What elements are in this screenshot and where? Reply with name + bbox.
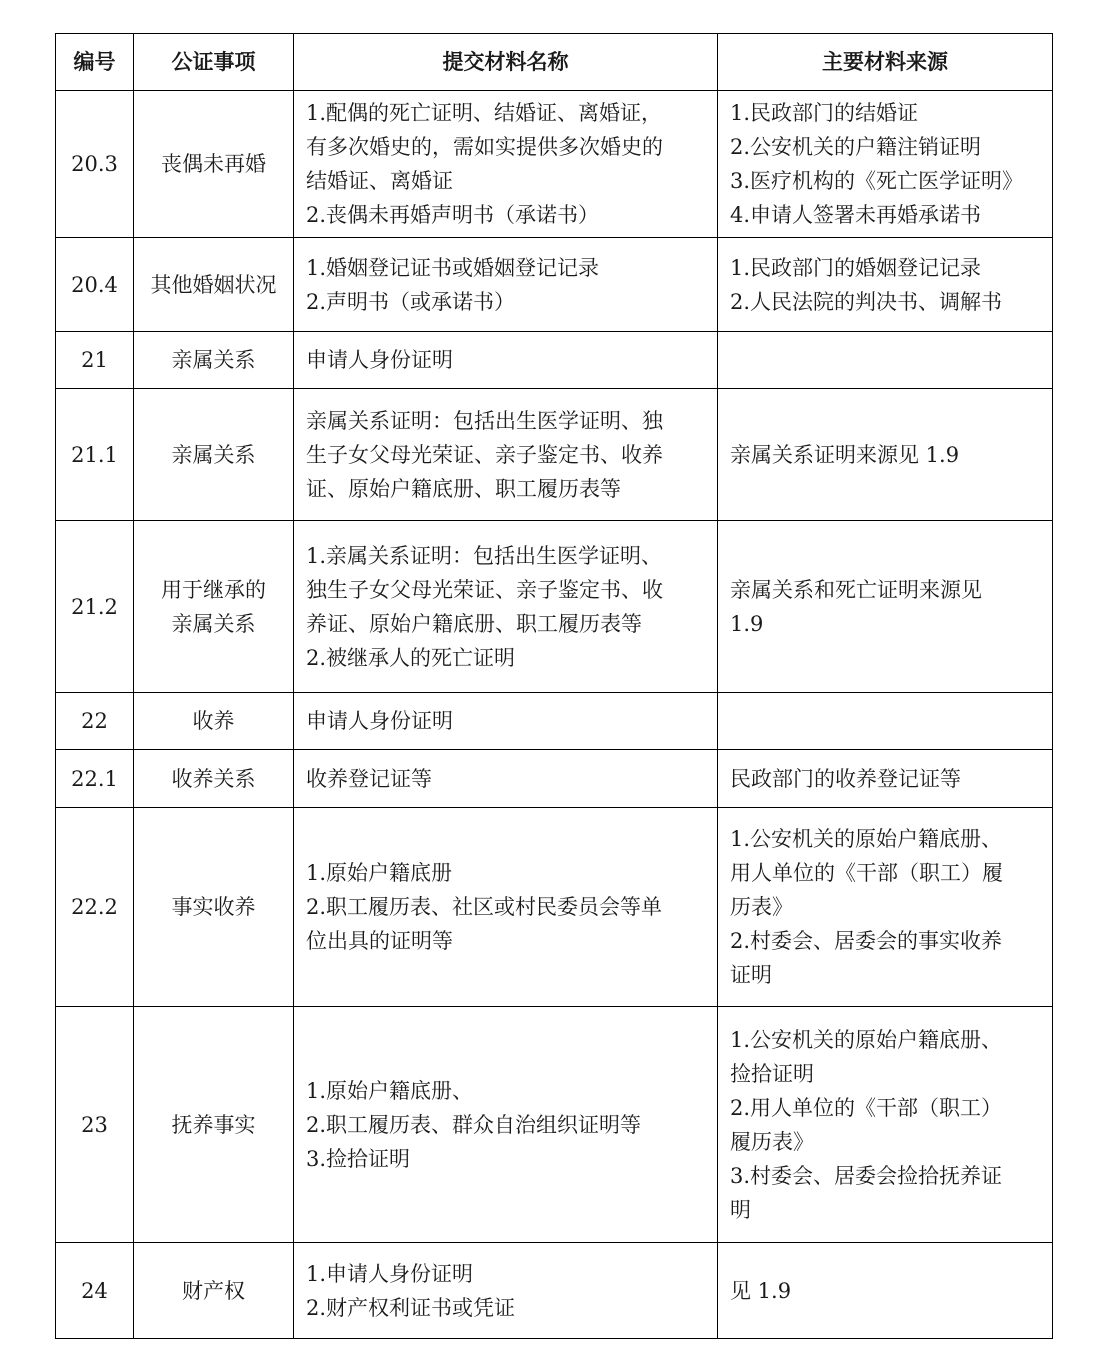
cell-item-line: 抚养事实 [171, 1112, 256, 1137]
cell-sources-line: 见 1.9 [730, 1278, 792, 1303]
table-row [56, 238, 1053, 332]
cell-materials [294, 91, 718, 238]
cell-sources-line: 证明 [730, 963, 772, 987]
cell-sources [718, 808, 1053, 1007]
cell-id: 22.2 [56, 808, 134, 1007]
table-row [56, 332, 1053, 389]
cell-materials [294, 693, 718, 750]
cell-id: 20.4 [56, 238, 134, 332]
cell-item [134, 1007, 294, 1243]
cell-sources [718, 750, 1053, 808]
cell-item [134, 750, 294, 808]
header-id: 编号 [56, 34, 134, 91]
cell-materials [294, 1243, 718, 1339]
table-row [56, 389, 1053, 521]
cell-materials-line: 申请人身份证明 [306, 348, 453, 372]
cell-sources-line: 明 [730, 1197, 751, 1222]
cell-sources-line: 2.村委会、居委会的事实收养 [730, 929, 1003, 953]
cell-item-line: 其他婚姻状况 [150, 272, 277, 297]
table-row [56, 1243, 1053, 1339]
cell-materials-line: 2.被继承人的死亡证明 [306, 645, 516, 670]
cell-item [134, 238, 294, 332]
cell-materials-line: 申请人身份证明 [306, 709, 453, 733]
cell-id: 24 [56, 1243, 134, 1339]
cell-materials-line: 2.声明书（或承诺书） [306, 289, 516, 314]
cell-item-line: 收养关系 [171, 766, 256, 791]
cell-sources-line: 亲属关系和死亡证明来源见 [730, 577, 982, 602]
cell-sources-line: 3.医疗机构的《死亡医学证明》 [730, 169, 1024, 193]
cell-materials-line: 证、原始户籍底册、职工履历表等 [306, 476, 621, 501]
cell-sources-line: 捡拾证明 [730, 1061, 814, 1086]
cell-id: 21.1 [56, 389, 134, 521]
cell-sources-line: 1.民政部门的婚姻登记记录 [730, 255, 982, 280]
cell-materials-line: 1.原始户籍底册 [306, 861, 453, 885]
cell-item [134, 808, 294, 1007]
table-header-row [56, 34, 1053, 91]
table-row [56, 1007, 1053, 1243]
cell-materials-line: 2.职工履历表、群众自治组织证明等 [306, 1112, 642, 1137]
cell-sources [718, 389, 1053, 521]
cell-item-line: 丧偶未再婚 [161, 152, 266, 176]
table-row [56, 808, 1053, 1007]
cell-sources [718, 1007, 1053, 1243]
cell-materials-line: 1.原始户籍底册、 [306, 1078, 474, 1103]
cell-materials-line: 2.财产权利证书或凭证 [306, 1295, 516, 1320]
cell-id: 20.3 [56, 91, 134, 238]
cell-sources [718, 238, 1053, 332]
cell-sources-line: 2.人民法院的判决书、调解书 [730, 289, 1003, 314]
cell-id: 22.1 [56, 750, 134, 808]
table-row [56, 750, 1053, 808]
cell-item-line: 用于继承的 [161, 577, 266, 602]
cell-sources [718, 91, 1053, 238]
cell-item-line: 事实收养 [171, 895, 256, 919]
cell-item [134, 389, 294, 521]
cell-sources-line: 履历表》 [730, 1129, 814, 1154]
cell-sources-line: 亲属关系证明来源见 1.9 [730, 442, 960, 467]
cell-materials-line: 亲属关系证明：包括出生医学证明、独 [306, 408, 663, 433]
table-row [56, 521, 1053, 693]
cell-materials [294, 332, 718, 389]
cell-sources [718, 693, 1053, 750]
header-item: 公证事项 [134, 34, 294, 91]
cell-materials-line: 收养登记证等 [306, 766, 432, 791]
cell-sources [718, 521, 1053, 693]
cell-sources-line: 1.9 [730, 611, 764, 636]
cell-sources-line: 1.民政部门的结婚证 [730, 101, 919, 125]
cell-sources-line: 1.公安机关的原始户籍底册、 [730, 1027, 1003, 1052]
cell-materials-line: 1.申请人身份证明 [306, 1261, 474, 1286]
cell-materials [294, 389, 718, 521]
cell-item-line: 财产权 [182, 1278, 245, 1303]
cell-id: 21 [56, 332, 134, 389]
cell-sources-line: 历表》 [730, 895, 793, 919]
cell-item-line: 亲属关系 [171, 348, 256, 372]
cell-item [134, 332, 294, 389]
cell-sources [718, 1243, 1053, 1339]
cell-materials-line: 结婚证、离婚证 [306, 169, 453, 193]
cell-materials-line: 位出具的证明等 [306, 929, 453, 953]
cell-sources-line: 3.村委会、居委会捡拾抚养证 [730, 1163, 1003, 1188]
cell-materials-line: 独生子女父母光荣证、亲子鉴定书、收 [306, 577, 663, 602]
cell-item-line: 亲属关系 [171, 611, 256, 636]
cell-materials-line: 生子女父母光荣证、亲子鉴定书、收养 [306, 442, 663, 467]
cell-materials [294, 238, 718, 332]
cell-sources-line: 2.用人单位的《干部（职工） [730, 1095, 1003, 1120]
cell-materials-line: 养证、原始户籍底册、职工履历表等 [306, 611, 642, 636]
cell-materials-line: 1.配偶的死亡证明、结婚证、离婚证， [306, 101, 663, 125]
cell-sources-line: 民政部门的收养登记证等 [730, 766, 961, 791]
cell-item [134, 1243, 294, 1339]
cell-id: 21.2 [56, 521, 134, 693]
cell-item [134, 91, 294, 238]
cell-materials-line: 3.捡拾证明 [306, 1146, 411, 1171]
cell-sources-line: 用人单位的《干部（职工）履 [730, 861, 1003, 885]
cell-materials-line: 1.亲属关系证明：包括出生医学证明、 [306, 543, 663, 568]
header-sources: 主要材料来源 [718, 34, 1053, 91]
notary-materials-table [55, 33, 1053, 1339]
cell-id: 23 [56, 1007, 134, 1243]
cell-materials-line: 2.丧偶未再婚声明书（承诺书） [306, 203, 600, 227]
cell-materials [294, 750, 718, 808]
cell-sources-line: 1.公安机关的原始户籍底册、 [730, 827, 1003, 851]
cell-sources-line: 4.申请人签署未再婚承诺书 [730, 203, 982, 227]
cell-item [134, 521, 294, 693]
table-row [56, 693, 1053, 750]
table-row [56, 91, 1053, 238]
cell-id: 22 [56, 693, 134, 750]
cell-materials [294, 808, 718, 1007]
cell-materials [294, 1007, 718, 1243]
cell-item-line: 收养 [192, 709, 235, 733]
cell-materials-line: 1.婚姻登记证书或婚姻登记记录 [306, 255, 600, 280]
header-materials: 提交材料名称 [294, 34, 718, 91]
cell-materials-line: 有多次婚史的，需如实提供多次婚史的 [306, 135, 663, 159]
table-body [56, 91, 1053, 1339]
cell-item [134, 693, 294, 750]
cell-sources [718, 332, 1053, 389]
cell-materials-line: 2.职工履历表、社区或村民委员会等单 [306, 895, 663, 919]
cell-item-line: 亲属关系 [171, 442, 256, 467]
cell-sources-line: 2.公安机关的户籍注销证明 [730, 135, 982, 159]
cell-materials [294, 521, 718, 693]
